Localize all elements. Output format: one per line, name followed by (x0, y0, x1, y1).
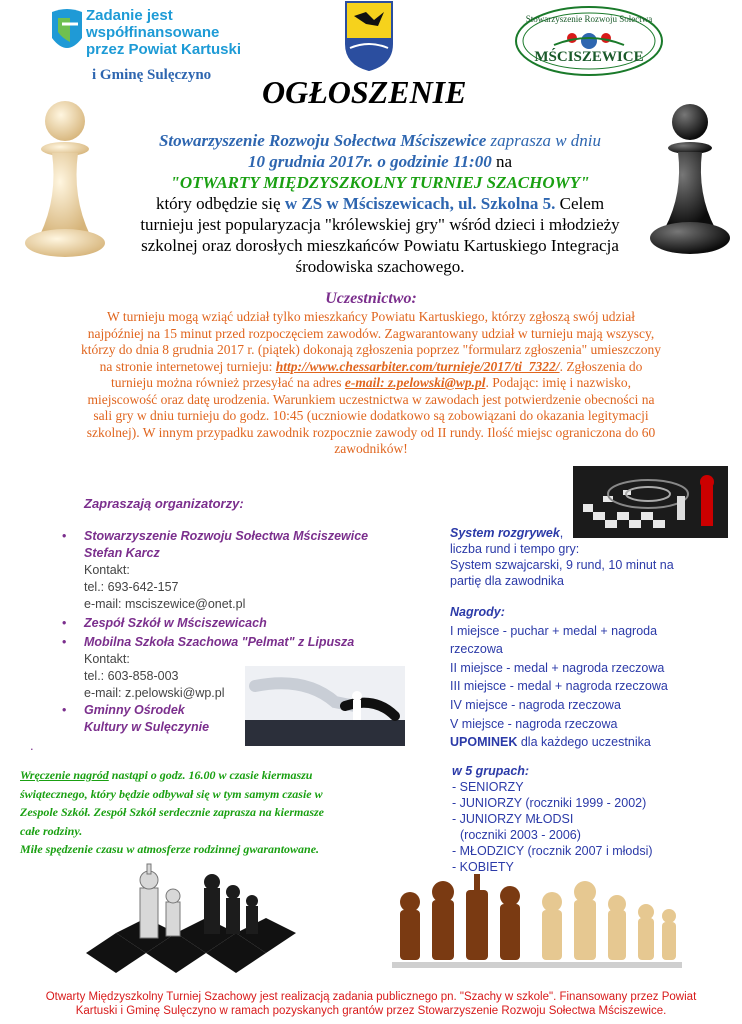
prize-item: III miejsce - medal + nagroda rzeczowa (450, 679, 668, 694)
group-item: - MŁODZICY (rocznik 2007 i młodsi) (452, 844, 653, 858)
participation-line (20, 375, 722, 392)
groups-heading: w 5 grupach: (452, 764, 530, 778)
organizer-email[interactable]: e-mail: msciszewice@onet.pl (84, 597, 246, 611)
bullet-icon: • (62, 616, 67, 630)
invitation-block (110, 130, 650, 277)
participation-line: najpóźniej na 15 minut przed rozpoczęciem zawodów. Zagwarantowany udział w turnieju mają wszyscy, (87, 325, 655, 341)
funder-line: współfinansowane (86, 24, 220, 41)
participation-text (20, 309, 722, 458)
organizer-item (62, 615, 424, 632)
organizer-contact-label: Kontakt: (84, 652, 130, 666)
organizer-name: Stowarzyszenie Rozwoju Sołectwa Mściszewice (158, 131, 487, 150)
wooden-pieces-icon (392, 870, 682, 975)
bullet-icon: • (62, 635, 67, 649)
footer-line: Kartuski i Gminę Sulęczyno w ramach pozyskanych grantów przez Stowarzyszenie Rozwoju Sołectwa Mściszewice. (75, 1005, 667, 1017)
prize-item: II miejsce - medal + nagroda rzeczowa (450, 660, 665, 675)
venue: w ZS w Mściszewicach, ul. Szkolna 5. (284, 194, 556, 213)
awards-line: Miłe spędzenie czasu w atmosferze rodzinnej gwarantowane. (20, 842, 320, 856)
participation-line: zawodników! (334, 441, 408, 456)
participation-line: którzy do dnia 8 grudnia 2017 r. (piątek) dokonają zgłoszenia poprzez "formularz zgłoszenia" umieszczony (80, 342, 662, 357)
group-item: - SENIORZY (452, 780, 524, 794)
groups-block (452, 763, 737, 875)
awards-lead: Wręczenie nagród (20, 768, 109, 782)
black-pawn-image (645, 100, 735, 258)
invites-text: zaprasza w dniu (486, 131, 602, 150)
funder-line: Zadanie jest (86, 7, 173, 24)
awards-line: Zespole Szkół. Zespół Szkół serdecznie zaprasza na kiermasze (20, 805, 325, 819)
prizes-block (450, 603, 735, 752)
invitation-line2 (110, 151, 650, 172)
tournament-name: "OTWARTY MIĘDZYSZKOLNY TURNIEJ SZACHOWY" (170, 173, 590, 192)
participation-line: miejscowość oraz datę urodzenia. Warunkiem uczestnictwa w zawodach jest potwierdzenie obecności na (87, 391, 655, 407)
group-item: - JUNIORZY MŁODSI (452, 812, 574, 826)
funder-line: przez Powiat Kartuski (86, 41, 242, 58)
association-badge (514, 5, 664, 77)
prize-item: V miejsce - nagroda rzeczowa (450, 716, 618, 731)
tournament-url-link[interactable]: http://www.chessarbiter.com/turnieje/2017/ti_7322/ (275, 358, 560, 374)
participation-text-part: turnieju można również przesyłać na adres (111, 375, 345, 390)
coat-of-arms (344, 0, 394, 72)
powiat-logo (48, 8, 86, 56)
awards-text: nastąpi o godz. 16.00 w czasie kiermaszu (108, 768, 313, 782)
participation-text-part: . Podając: imię i nazwisko, (485, 375, 631, 390)
awards-line: całe rodziny. (20, 823, 83, 838)
gift-label: UPOMINEK (450, 735, 518, 750)
participation-line (20, 359, 722, 376)
white-pawn-icon (18, 97, 113, 265)
organizers-heading: Zapraszają organizatorzy: (84, 496, 244, 511)
bullet-icon: • (62, 529, 67, 543)
funder-text (86, 7, 261, 58)
event-date: 10 grudnia 2017r. o godzinie 11:00 (247, 152, 492, 171)
system-line: liczba rund i tempo gry: (450, 542, 580, 556)
awards-line (20, 766, 395, 785)
goal-text: Celem (555, 194, 605, 213)
participation-line: sali gry w dniu turnieju do godz. 10:45 (uczniowie dodatkowo są zobowiązani do okazania legitymacji (93, 408, 649, 423)
goal-line: szkolnej oraz dorosłych mieszkańców Powiatu Kartuskiego Integracja (141, 236, 619, 255)
email-link[interactable]: e-mail: z.pelowski@wp.pl (344, 375, 486, 390)
footer-line: Otwarty Międzyszkolny Turniej Szachowy jest realizacją zadania publicznego pn. "Szachy w szkole". Finansowany przez Powiat (45, 991, 697, 1003)
date-after: na (491, 152, 512, 171)
venue-intro: który odbędzie się (155, 194, 285, 213)
black-white-chess-image (86, 858, 296, 973)
organizer-item (62, 528, 424, 613)
system-comma: , (559, 526, 564, 540)
organizer-name: Gminny Ośrodek (84, 703, 185, 717)
gift-text: dla każdego uczestnika (517, 735, 651, 750)
badge-bottom-text: MŚCISZEWICE (534, 49, 644, 65)
awards-note (20, 766, 395, 859)
white-pawn-image (18, 97, 113, 265)
footer-note (0, 990, 742, 1018)
funder-gmina: i Gminę Sulęczyno (92, 67, 212, 83)
organizer-person: Stefan Karcz (84, 546, 160, 560)
participation-line: W turnieju mogą wziąć udział tylko mieszkańcy Powiatu Kartuskiego, którzy zgłoszą swój udział (107, 309, 635, 324)
badge-top-text: Stowarzyszenie Rozwoju Sołectwa (525, 14, 653, 24)
group-item: (roczniki 2003 - 2006) (460, 828, 581, 842)
venue-line (110, 193, 650, 214)
powiat-logo-icon (48, 8, 86, 56)
goal-line: środowiska szachowego. (295, 257, 465, 276)
invitation-line1 (110, 130, 650, 151)
participation-heading: Uczestnictwo: (325, 290, 417, 307)
organizer-tel: tel.: 693-642-157 (84, 580, 179, 594)
goal-line: turnieju jest popularyzacja "królewskiej gry" wśród dzieci i młodzieży (140, 215, 620, 234)
page-title: OGŁOSZENIE (262, 74, 467, 110)
robot-chess-image (245, 666, 405, 746)
participation-text-part: . Zgłoszenia do (559, 358, 643, 374)
system-line: partię dla zawodnika (450, 574, 564, 588)
coat-of-arms-icon (344, 0, 394, 72)
system-heading-line (450, 525, 735, 541)
organizer-name: Zespół Szkół w Mściszewicach (84, 616, 267, 630)
black-pawn-icon (645, 100, 735, 258)
robot-arm-icon (245, 666, 405, 746)
group-item: - JUNIORZY (roczniki 1999 - 2002) (452, 796, 647, 810)
organizer-email[interactable]: e-mail: z.pelowski@wp.pl (84, 686, 225, 700)
organizer-contact-label: Kontakt: (84, 563, 130, 577)
group-item: - KOBIETY (452, 860, 514, 874)
participation-line: szkolnej). W innym przypadku zawodnik rozpocznie zawody od II rundy. Ilość miejsc ograniczona do 60 (86, 424, 656, 440)
wooden-chess-image (392, 870, 682, 975)
prizes-heading: Nagrody: (450, 605, 505, 619)
prize-item: rzeczowa (450, 642, 503, 657)
prize-item: I miejsce - puchar + medal + nagroda (450, 623, 658, 638)
organizer-name: Kultury w Sulęczynie (84, 720, 210, 734)
system-line: System szwajcarski, 9 rund, 10 minut na (450, 558, 674, 572)
awards-line: świątecznego, który będzie odbywał się w tym samym czasie w (20, 786, 323, 801)
system-block (450, 525, 735, 589)
organizer-name: Stowarzyszenie Rozwoju Sołectwa Mściszewice (84, 529, 369, 543)
organizer-tel: tel.: 603-858-003 (84, 669, 179, 683)
system-heading: System rozgrywek (450, 526, 560, 540)
chess-pieces-board-icon (86, 858, 296, 973)
bullet-icon: • (62, 703, 67, 717)
organizer-name: Mobilna Szkoła Szachowa "Pelmat" z Lipusza (84, 635, 355, 649)
stray-dot: . (30, 738, 34, 753)
prize-item: IV miejsce - nagroda rzeczowa (450, 697, 621, 712)
participation-text-part: na stronie internetowej turnieju: (99, 358, 276, 374)
prize-item (450, 733, 735, 752)
